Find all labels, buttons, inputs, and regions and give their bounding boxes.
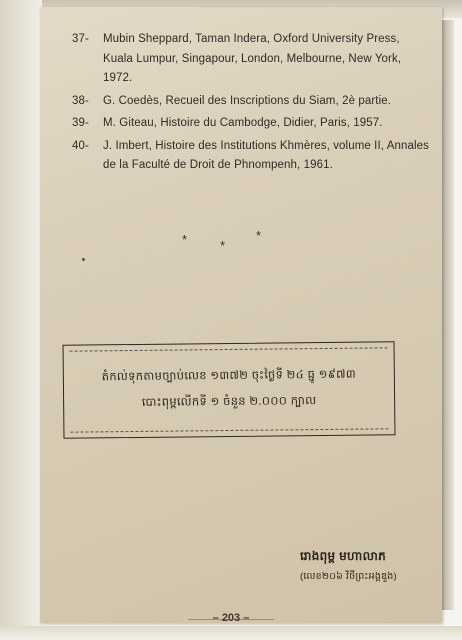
reference-text: G. Coedès, Recueil des Inscriptions du Siam, 2è partie.: [103, 94, 392, 107]
reference-item: [72, 30, 430, 89]
ink-speck: [82, 258, 85, 261]
reference-number: 40-: [72, 139, 89, 152]
reference-number: 37-: [72, 33, 89, 45]
imprint-box: [63, 341, 396, 438]
reference-item: [72, 92, 430, 112]
imprint-inner-frame: [70, 347, 389, 432]
reference-text: M. Giteau, Histoire du Cambodge, Didier, Paris, 1957.: [103, 117, 383, 129]
page-number: – 203 –: [212, 612, 250, 624]
asterisk: *: [220, 238, 226, 253]
asterisk: *: [256, 228, 262, 243]
reference-item: [72, 114, 430, 134]
printer-info: [300, 548, 440, 584]
page-shadow: [442, 20, 454, 610]
reference-text: Mubin Sheppard, Taman Indera, Oxford University Press, Kuala Lumpur, Singapour, London, Melbourne, New York, 1972.: [103, 33, 402, 84]
reference-text: J. Imbert, Histoire des Institutions Khmères, volume II, Annales de la Faculté de Droit de Phnompenh, 1961.: [103, 139, 429, 171]
imprint-edition: បោះពុម្ពលើកទី ១ ចំនួន ២.០០០ ក្បាល: [141, 395, 317, 409]
printer-name: រោងពុម្ព មហាលាភ: [300, 549, 387, 563]
reference-list: [72, 30, 430, 179]
reference-item: [72, 137, 430, 176]
imprint-legal-deposit: តំកល់ទុកតាមច្បាប់លេខ ១៣៧២ ចុះថ្ងៃទី ២៤ ធ្នូ ១៩៧៣: [101, 368, 357, 384]
scan-bottom-edge: [0, 626, 462, 640]
section-separator: [170, 228, 280, 258]
reference-number: 38-: [72, 94, 89, 107]
scan-left-edge: [0, 0, 42, 640]
asterisk: *: [182, 232, 188, 247]
printer-address: (លេខ២០៦ វិថីព្រះអង្គឌួង): [300, 571, 397, 582]
reference-number: 39-: [72, 117, 89, 129]
